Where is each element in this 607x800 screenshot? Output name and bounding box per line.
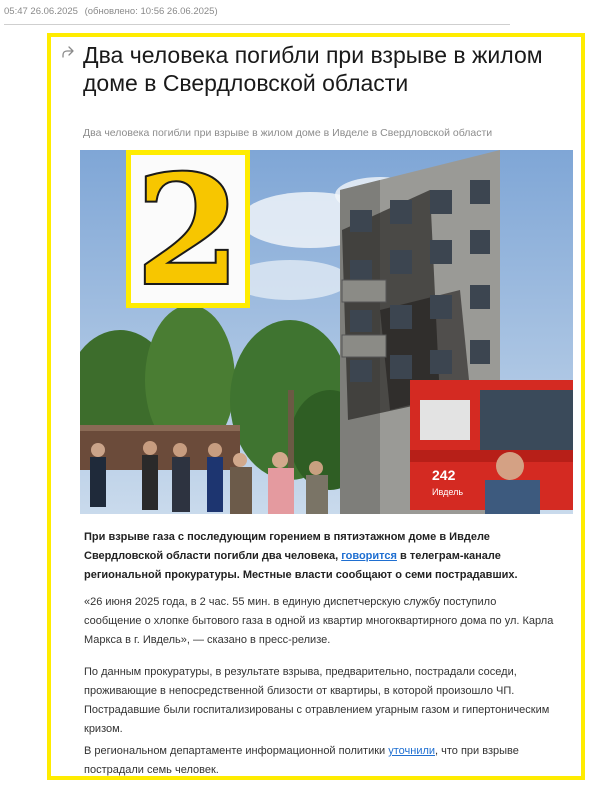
truck-number: 242 — [432, 467, 456, 483]
body-paragraph: По данным прокуратуры, в результате взрыва, предварительно, пострадали соседи, проживающие в непосредственной близости от квартиры, в которой произошло ЧП. Пострадавшие были госпитализированы с отравлением угарным газом и гипертоническим кризом. — [84, 666, 550, 735]
clarified-link[interactable]: уточнили — [388, 745, 436, 757]
truck-city: Ивдель — [432, 487, 464, 497]
badge-digit: 2 — [135, 155, 241, 303]
update-time: (обновлено: 10:56 26.06.2025) — [84, 6, 218, 17]
article-title: Два человека погибли при взрыве в жилом доме в Свердловской области — [83, 42, 543, 96]
number-badge — [126, 150, 250, 308]
article-meta — [4, 4, 510, 25]
image-caption: Два человека погибли при взрыве в жилом доме в Ивделе в Свердловской области — [83, 127, 493, 139]
lead-paragraph: При взрыве газа с последующим горением в пятиэтажном доме в Ивделе Свердловской области погибли два человека, говорится в телеграм-канале региональной прокуратуры. Местные власти сообщают о семи пострадавших. — [84, 531, 518, 581]
quote-paragraph: «26 июня 2025 года, в 2 час. 55 мин. в единую диспетчерскую службу поступило сообщение о хлопке бытового газа в одной из квартир многоквартирного дома по ул. Карла Маркса в г. Ивдель», — сказано в пресс-релизе. — [84, 596, 554, 646]
share-icon[interactable] — [61, 45, 75, 59]
publish-time: 05:47 26.06.2025 — [4, 6, 78, 17]
article-frame — [47, 33, 585, 780]
article-photo — [80, 150, 573, 514]
closing-paragraph: В региональном департаменте информационной политики уточнили, что при взрыве пострадали семь человек. — [84, 745, 519, 776]
lead-source-link[interactable]: говорится — [341, 550, 397, 562]
